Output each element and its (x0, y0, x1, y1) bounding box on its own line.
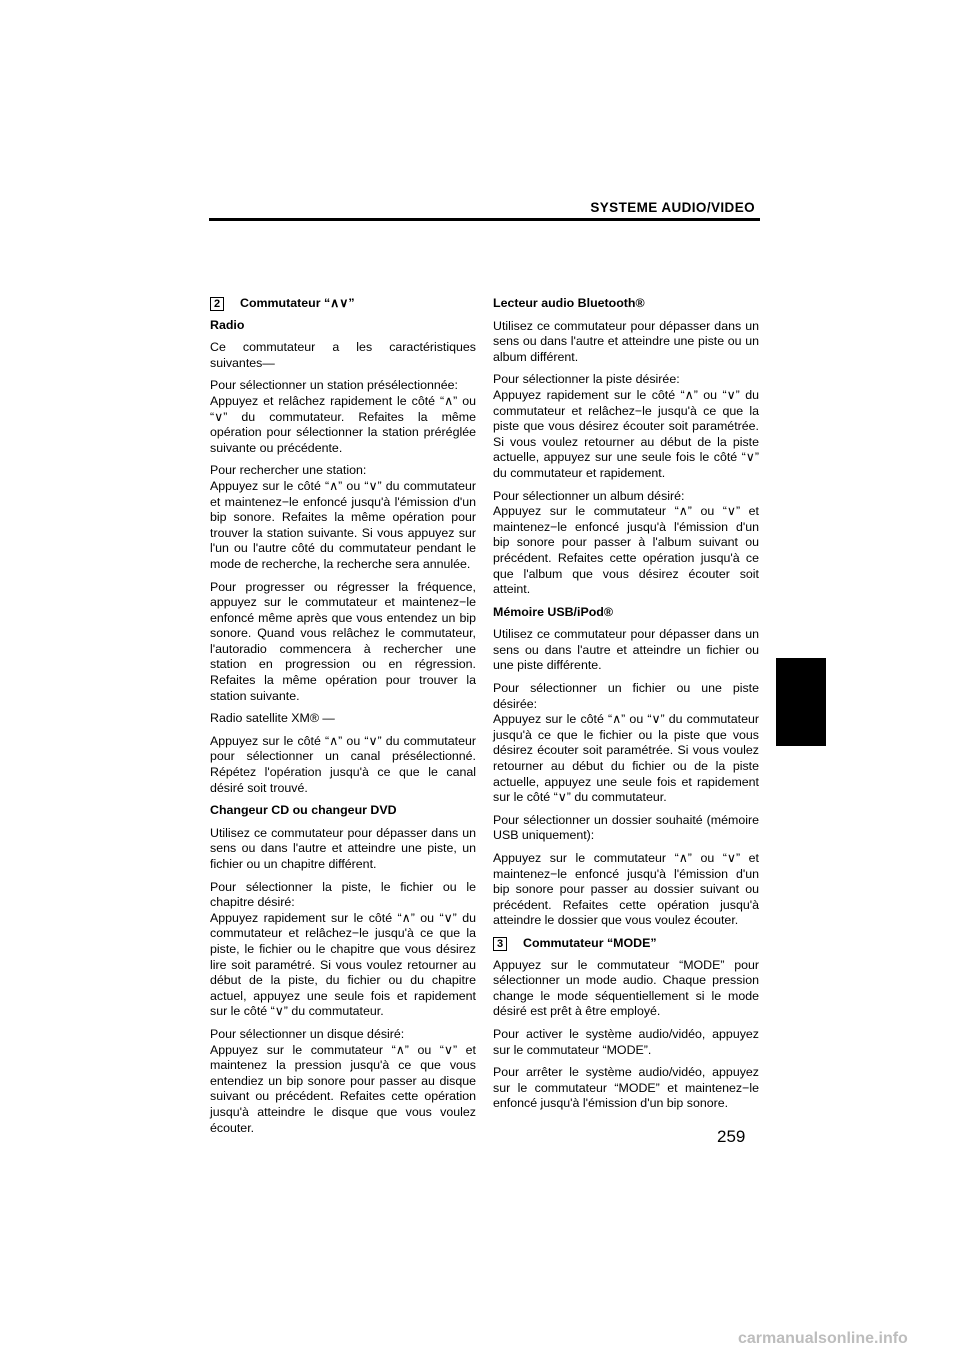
header-rule (209, 218, 760, 221)
paragraph: Utilisez ce commutateur pour dépasser dans un sens ou dans l'autre et atteindre un fichier ou une piste différente. (493, 627, 759, 673)
step-text: Appuyez et relâchez rapidement le côté “∧” ou “∨” du commutateur. Refaites la même opération pour sélectionner la station préréglée suivante ou précédente. (210, 393, 476, 455)
step-text: Appuyez rapidement sur le côté “∧” ou “∨” du commutateur et relâchez−le jusqu'à ce que la piste que vous désirez écouter soit paramétrée. Si vous voulez retourner au début de la piste actuelle, appuyez sur une seule fois le côté “∨” du commutateur et rapidement. (493, 387, 759, 480)
watermark-text: carmanualsonline.info (738, 1330, 908, 1347)
paragraph: Utilisez ce commutateur pour dépasser dans un sens ou dans l'autre et atteindre une piste, un fichier ou un chapitre différent. (210, 825, 476, 871)
paragraph (210, 463, 476, 572)
left-column (210, 296, 476, 1143)
paragraph: Pour activer le système audio/vidéo, appuyez sur le commutateur “MODE”. (493, 1026, 759, 1057)
paragraph: Pour progresser ou régresser la fréquence, appuyez sur le commutateur et maintenez−le enfoncé même après que vous entendez un bip sonore. Quand vous relâchez le commutateur, l'autoradio commencera à rechercher une station en progression ou en régression. Refaites la même opération pour trouver la station suivante. (210, 579, 476, 703)
paragraph (493, 681, 759, 806)
paragraph (210, 1027, 476, 1136)
right-column (493, 296, 759, 1119)
step-title: Pour sélectionner un station présélectionnée: (210, 378, 458, 393)
step-text: Appuyez sur le commutateur “∧” ou “∨” et maintenez la pression jusqu'à ce que vous entendiez un bip sonore pour passer au disque suivant ou précédent. Refaites cette opération jusqu'à atteindre le disque que vous voulez écouter. (210, 1042, 476, 1135)
paragraph: Pour arrêter le système audio/vidéo, appuyez sur le commutateur “MODE” et maintenez−le enfoncé jusqu'à l'émission d'un bip sonore. (493, 1065, 759, 1111)
section-number-badge: 3 (493, 937, 507, 951)
step-title: Pour rechercher une station: (210, 463, 367, 478)
page-header-title: SYSTEME AUDIO/VIDEO (590, 200, 755, 215)
section-3-heading (493, 936, 759, 952)
paragraph: Appuyez sur le commutateur “∧” ou “∨” et maintenez−le enfoncé jusqu'à l'émission d'un bip sonore pour passer au dossier suivant ou précédent. Refaites cette opération jusqu'à atteindre le dossier que vous voulez écouter. (493, 851, 759, 928)
paragraph: Ce commutateur a les caractéristiques suivantes— (210, 340, 476, 370)
paragraph: Appuyez sur le commutateur “MODE” pour sélectionner un mode audio. Chaque pression change le mode séquentiellement si le mode désiré est prêt à être employé. (493, 957, 759, 1019)
section-title: Commutateur “MODE” (523, 935, 657, 950)
step-title: Pour sélectionner un disque désiré: (210, 1026, 405, 1041)
paragraph (493, 372, 759, 481)
section-title: Commutateur “∧∨” (240, 296, 355, 310)
step-title: Pour sélectionner un album désiré: (493, 488, 685, 503)
step-title: Pour sélectionner un fichier ou une piste désirée: (493, 681, 759, 711)
step-text: Appuyez sur le côté “∧” ou “∨” du commutateur et maintenez−le enfoncé jusqu'à l'émission d'un bip sonore. Refaites la même opération pour trouver la station suivante. Si vous appuyez sur l'un ou l'autre côté du commutateur pendant le mode de recherche, la recherche sera annulée. (210, 478, 476, 571)
page-number: 259 (717, 1127, 746, 1146)
paragraph: Radio satellite XM® — (210, 711, 335, 726)
paragraph (493, 489, 759, 598)
subheading-radio: Radio (210, 317, 245, 332)
step-text: Appuyez rapidement sur le côté “∧” ou “∨” du commutateur et relâchez−le jusqu'à ce que la piste, le fichier ou le chapitre que vous désirez lire soit paramétré. Si vous voulez retourner au début de la piste, du fichier ou du chapitre actuel, appuyez une seule fois et rapidement sur le côté “∨” du commutateur. (210, 910, 476, 1019)
step-text: Appuyez sur le commutateur “∧” ou “∨” et maintenez−le enfoncé jusqu'à l'émission d'un bip sonore pour passer à l'album suivant ou précédent. Refaites cette opération jusqu'à ce que l'album que vous désirez écouter soit atteint. (493, 504, 759, 597)
paragraph: Utilisez ce commutateur pour dépasser dans un sens ou dans l'autre et atteindre une piste ou un album différent. (493, 318, 759, 364)
section-2-heading (210, 296, 476, 312)
paragraph: Pour sélectionner un dossier souhaité (mémoire USB uniquement): (493, 812, 759, 843)
subheading-usb-ipod: Mémoire USB/iPod® (493, 604, 613, 619)
subheading-cd-dvd: Changeur CD ou changeur DVD (210, 803, 397, 818)
step-text: Appuyez sur le côté “∧” ou “∨” du commutateur jusqu'à ce que le fichier ou la piste que vous désirez écouter soit paramétrée. Si vous voulez retourner au début du fichier ou de la piste actuelle, appuyez une seule fois et rapidement sur le côté “∨” du commutateur. (493, 712, 759, 805)
step-title: Pour sélectionner la piste, le fichier ou le chapitre désiré: (210, 879, 476, 910)
paragraph (210, 880, 476, 1020)
section-number-badge: 2 (210, 297, 224, 311)
subheading-bluetooth: Lecteur audio Bluetooth® (493, 296, 645, 310)
step-title: Pour sélectionner la piste désirée: (493, 372, 680, 387)
paragraph: Appuyez sur le côté “∧” ou “∨” du commutateur pour sélectionner un canal présélectionné. Répétez l'opération jusqu'à ce que le canal désiré soit trouvé. (210, 733, 476, 795)
chapter-tab-marker (776, 658, 826, 746)
paragraph (210, 378, 476, 456)
